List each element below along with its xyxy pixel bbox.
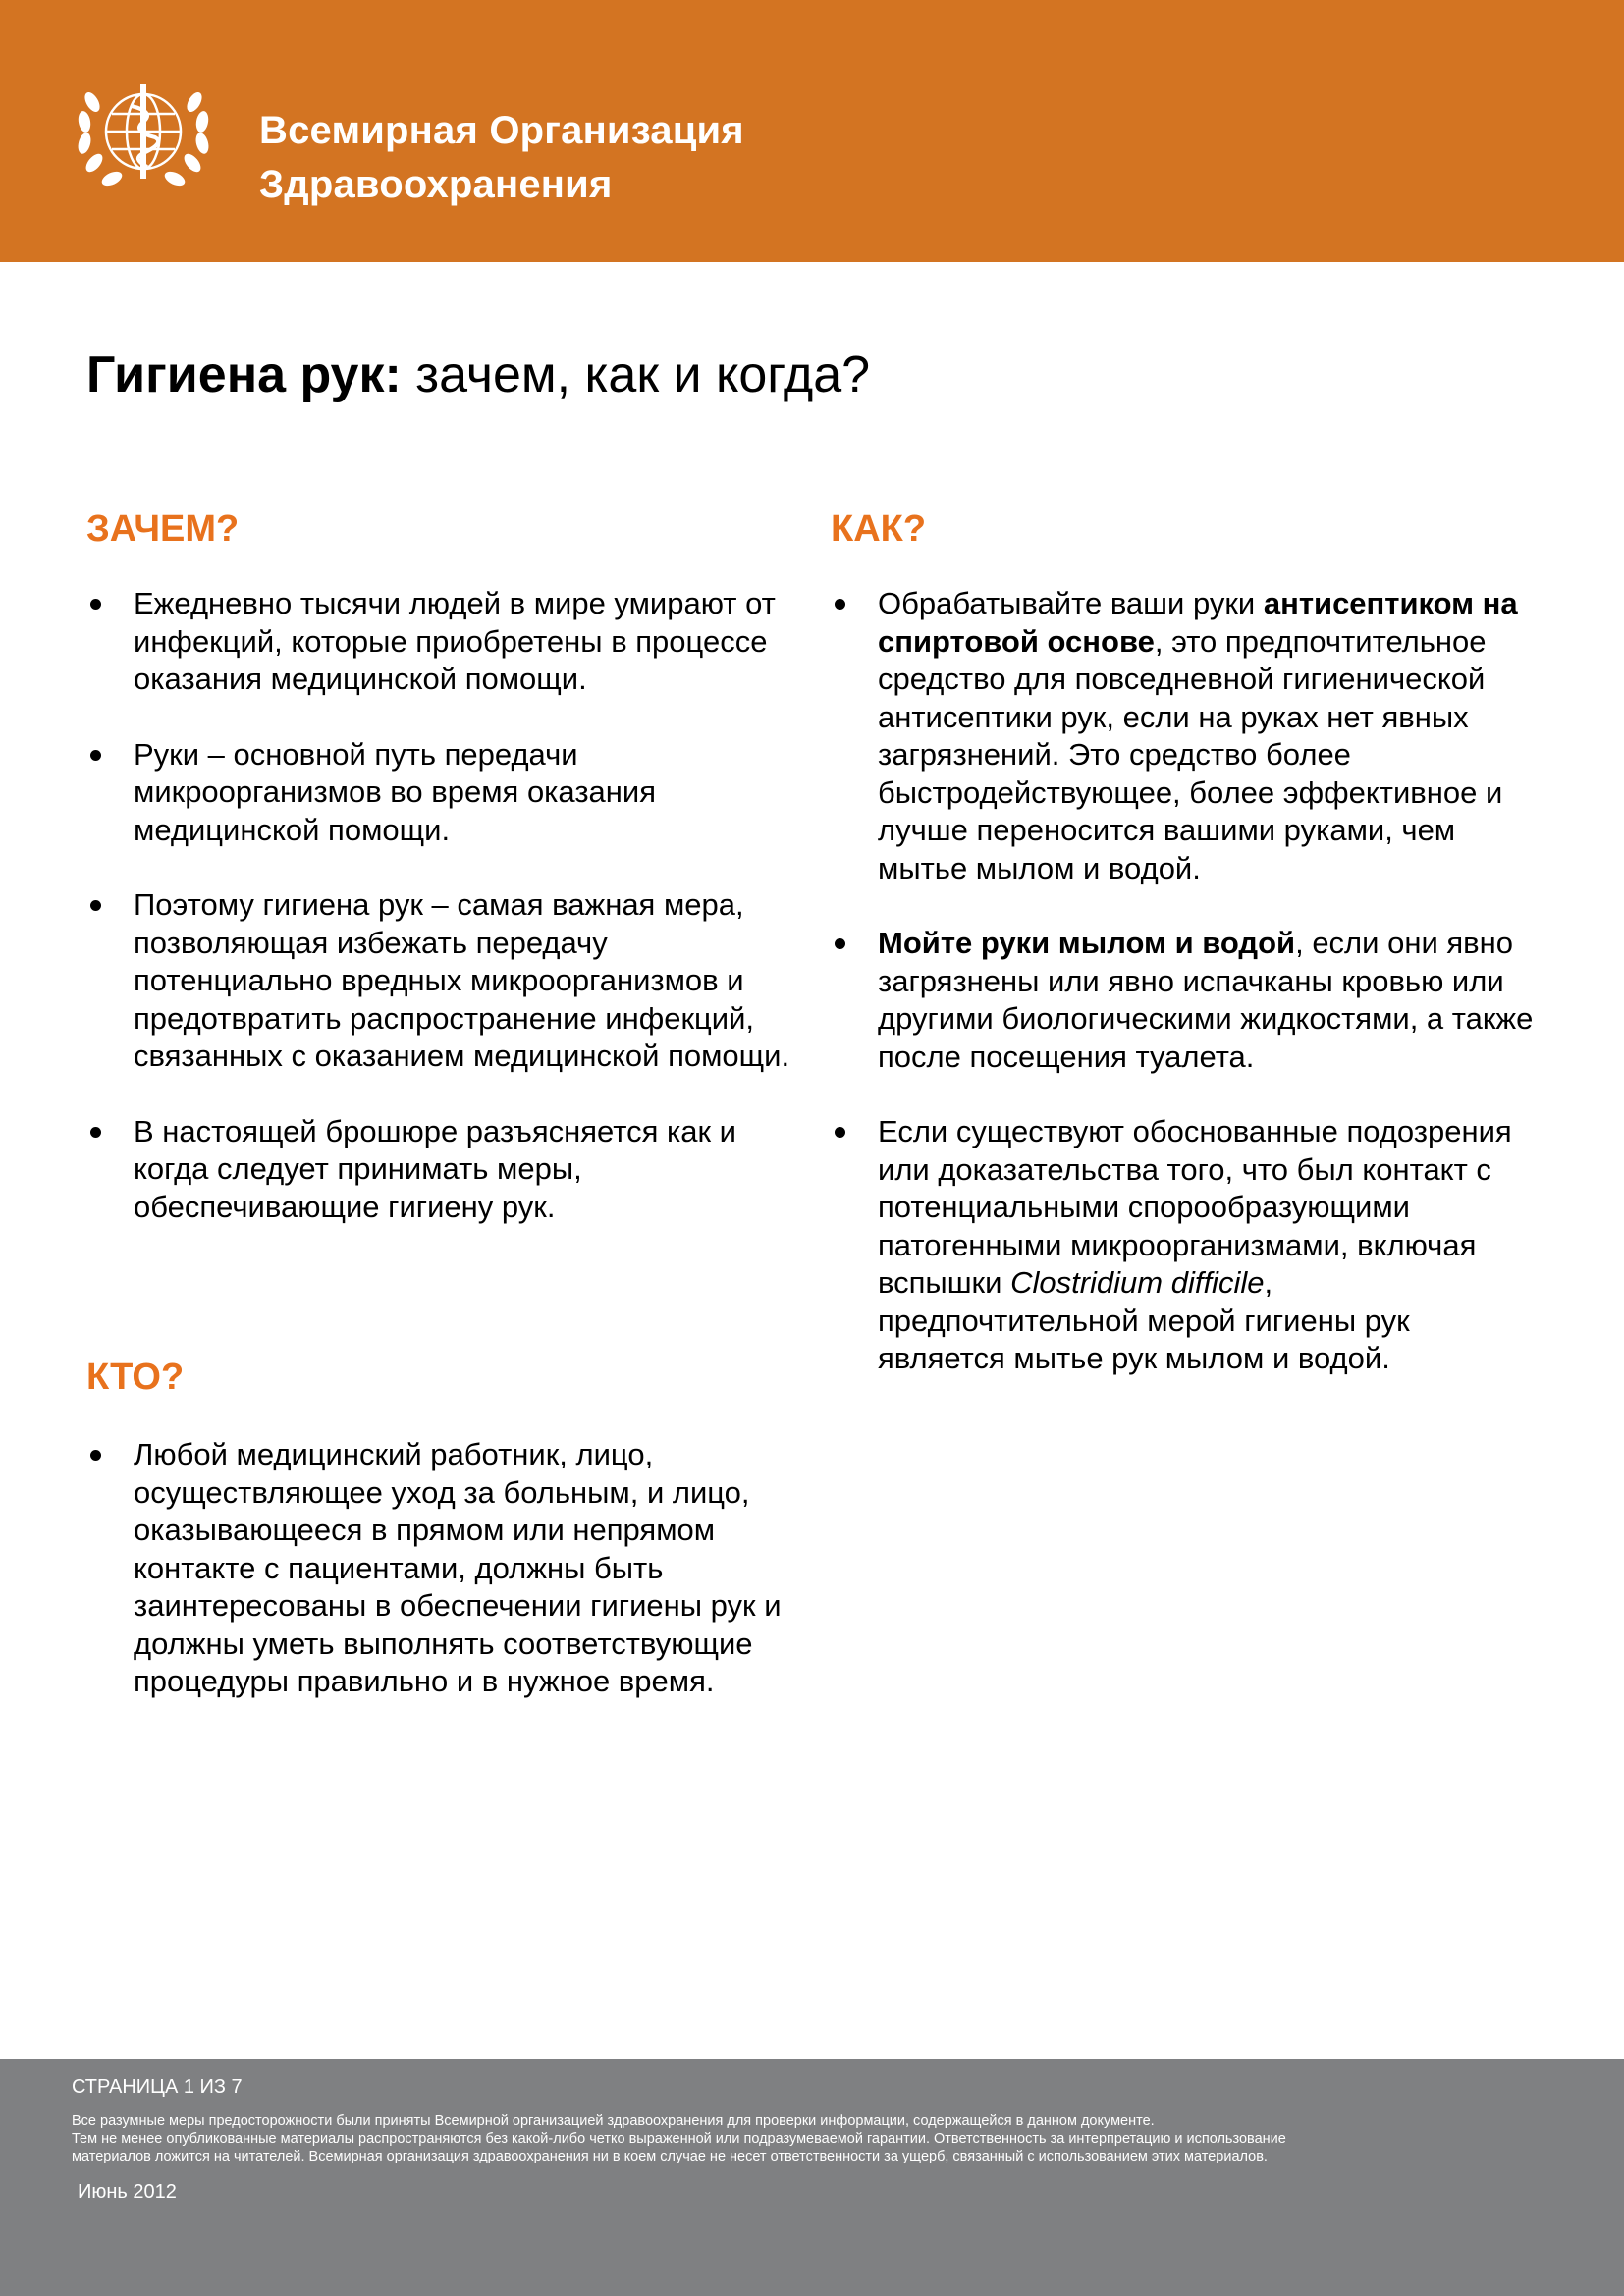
bullet-icon (835, 1127, 845, 1138)
bullet-icon (90, 900, 101, 911)
disclaimer-line1: Все разумные меры предосторожности были приняты Всемирной организацией здравоохранения для проверки информации, содержащейся в данном документе. (72, 2113, 1155, 2129)
how-item-3-pre: Если существуют обоснованные подозрения или доказательства того, что был контакт с потенциальными спорообразующими патогенными микроорганизмами, включая вспышки (878, 1114, 1512, 1300)
list-item (831, 925, 1538, 1076)
disclaimer-line3: материалов ложится на читателей. Всемирная организация здравоохранения ни в коем случае не несет ответственности за ущерб, связанный с использованием этих материалов. (72, 2149, 1268, 2164)
how-item-1-post: , это предпочтительное средство для повседневной гигиенической антисептики рук, если на руках нет явных загрязнений. Это средство более быстродействующее, более эффективное и лучше переносится вашими руками, чем мытье мылом и водой. (878, 623, 1503, 885)
org-name-line1: Всемирная Организация (259, 109, 744, 152)
footer (0, 2059, 1624, 2296)
list-item (86, 1436, 793, 1701)
org-name-line2: Здравоохранения (259, 163, 613, 206)
how-item-1-bold: антисептиком на спиртовой основе (878, 586, 1518, 659)
org-name (259, 104, 744, 212)
list-item (86, 1113, 803, 1227)
who-heading: КТО? (86, 1357, 185, 1398)
publication-date: Июнь 2012 (78, 2181, 177, 2203)
who-emblem-icon (71, 73, 216, 194)
page-title-rest: зачем, как и когда? (401, 347, 871, 403)
page-number: СТРАНИЦА 1 ИЗ 7 (72, 2076, 243, 2098)
list-item (86, 886, 803, 1076)
list-item (86, 736, 803, 850)
page-title-bold: Гигиена рук: (86, 347, 402, 403)
bullet-icon (835, 938, 845, 949)
list-item (831, 585, 1538, 887)
how-item-2-bold: Мойте руки мылом и водой (878, 926, 1296, 960)
why-list (86, 585, 803, 1263)
list-item (831, 1113, 1538, 1378)
disclaimer-line2: Тем не менее опубликованные материалы распространяются без какой-либо четко выраженной или подразумеваемой гарантии. Ответственность за интерпретацию и использование (72, 2131, 1286, 2147)
why-item-4: В настоящей брошюре разъясняется как и когда следует принимать меры, обеспечивающие гигиену рук. (134, 1113, 736, 1224)
header-banner (0, 0, 1624, 262)
why-item-3: Поэтому гигиена рук – самая важная мера, позволяющая избежать передачу потенциально вредных микроорганизмов и предотвратить распространение инфекций, связанных с оказанием медицинской помощи. (134, 887, 790, 1073)
bullet-icon (90, 599, 101, 610)
how-list (831, 585, 1538, 1415)
list-item (86, 585, 803, 699)
bullet-icon (835, 599, 845, 610)
why-heading: ЗАЧЕМ? (86, 508, 240, 550)
how-item-1-pre: Обрабатывайте ваши руки (878, 586, 1264, 620)
bullet-icon (90, 1127, 101, 1138)
how-item-3-post: , предпочтительной мерой гигиены рук является мытье рук мылом и водой. (878, 1265, 1410, 1375)
how-heading: КАК? (831, 508, 927, 550)
bullet-icon (90, 1450, 101, 1461)
bullet-icon (90, 750, 101, 761)
how-item-3-italic: Clostridium difficile (1010, 1265, 1265, 1300)
disclaimer (72, 2112, 1544, 2165)
page-title (86, 344, 870, 406)
how-item-2-post: , если они явно загрязнены или явно испачканы кровью или другими биологическими жидкостями, а также после посещения туалета. (878, 926, 1534, 1074)
why-item-2: Руки – основной путь передачи микроорганизмов во время оказания медицинской помощи. (134, 736, 656, 847)
who-list (86, 1436, 793, 1738)
who-item-1: Любой медицинский работник, лицо, осуществляющее уход за больным, и лицо, оказывающееся в прямом или непрямом контакте с пациентами, должны быть заинтересованы в обеспечении гигиены рук и должны уметь выполнять соответствующие процедуры правильно и в нужное время. (134, 1437, 782, 1698)
why-item-1: Ежедневно тысячи людей в мире умирают от инфекций, которые приобретены в процессе оказания медицинской помощи. (134, 586, 776, 696)
